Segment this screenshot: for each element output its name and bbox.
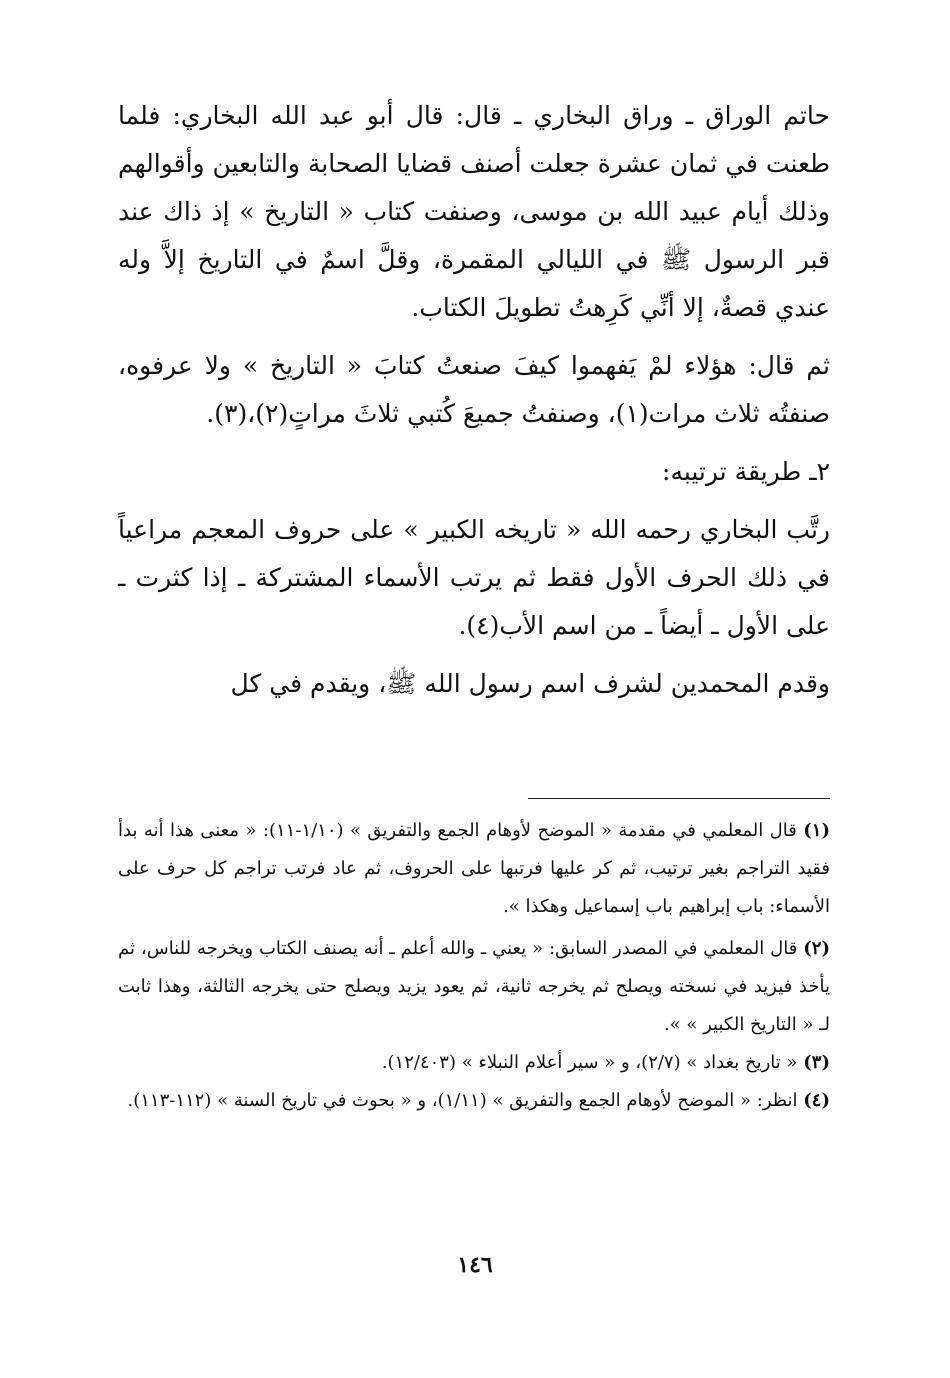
paragraph-arrangement: رتَّب البخاري رحمه الله « تاريخه الكبير » على حروف المعجم مراعياً في ذلك الحرف الأول فقط ثم يرتب الأسماء المشتركة ـ إذا كثرت ـ على الأول ـ أيضاً ـ من اسم الأب(٤). [118,515,830,640]
footnote-4 [118,1082,830,1120]
footnote-1 [118,812,830,926]
page-number: ١٤٦ [457,1252,493,1278]
footnote-3 [118,1044,830,1082]
footnote-2 [118,930,830,1044]
main-text [118,92,830,708]
footnote-4-text: انظر: « الموضح لأوهام الجمع والتفريق » (١/١١)، و « بحوث في تاريخ السنة » (١١٢-١١٣). [127,1090,798,1111]
section-heading-arrangement: ٢ـ طريقة ترتيبه: [662,457,830,486]
footnote-1-number: (١) [803,820,830,841]
footnote-2-number: (٢) [803,938,830,959]
footnote-separator [528,798,830,799]
paragraph-then-said: ثم قال: هؤلاء لمْ يَفهموا كيفَ صنعتُ كتابَ « التاريخ » ولا عرفوه، صنفتُه ثلاث مرات(١)، وصنفتُ جميعَ كُتبي ثلاثَ مراتٍ(٢)،(٣). [118,351,830,428]
footnote-1-text: قال المعلمي في مقدمة « الموضح لأوهام الجمع والتفريق » (١/١٠-١١): « معنى هذا أنه بدأ فقيد التراجم بغير ترتيب، ثم كر عليها فرتبها على الحروف، ثم عاد فرتب تراجم كل حرف على الأسماء: باب إبراهيم باب إسماعيل وهكذا ». [118,820,830,917]
paragraph-muhammads: وقدم المحمدين لشرف اسم رسول الله ﷺ، ويقدم في كل [230,669,830,698]
footnote-3-number: (٣) [803,1052,830,1073]
footnote-4-number: (٤) [803,1090,830,1111]
footnote-3-text: « تاريخ بغداد » (٢/٧)، و « سير أعلام النبلاء » (١٢/٤٠٣). [381,1052,798,1073]
footnotes [118,812,830,1120]
paragraph-bukhari-quote: حاتم الوراق ـ وراق البخاري ـ قال: قال أبو عبد الله البخاري: فلما طعنت في ثمان عشرة جعلت أصنف قضايا الصحابة والتابعين وأقوالهم وذلك أيام عبيد الله بن موسى، وصنفت كتاب « التاريخ » إذ ذاك عند قبر الرسول ﷺ في الليالي المقمرة، وقلَّ اسمٌ في التاريخ إلاَّ وله عندي قصةٌ، إلا أنِّي كَرِهتُ تطويلَ الكتاب. [118,101,830,322]
footnote-2-text: قال المعلمي في المصدر السابق: « يعني ـ والله أعلم ـ أنه يصنف الكتاب ويخرجه للناس، ثم يأخذ فيزيد في نسخته ويصلح ثم يخرجه ثانية، ثم يعود يزيد ويصلح حتى يخرجه الثالثة، وهذا ثابت لـ « التاريخ الكبير » ». [118,938,830,1035]
